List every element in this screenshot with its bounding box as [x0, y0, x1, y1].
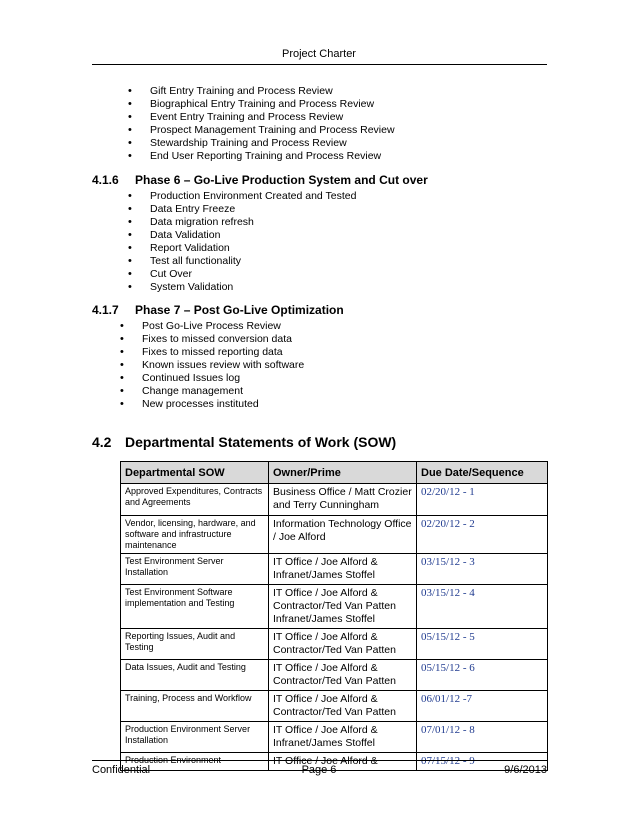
table-cell: IT Office / Joe Alford & Infranet/James Stoffel: [269, 722, 417, 753]
table-row: [121, 722, 548, 753]
section-4-1-7-heading: [92, 303, 344, 317]
table-cell: IT Office / Joe Alford & Contractor/Ted Van Patten: [269, 691, 417, 722]
table-cell: Vendor, licensing, hardware, and software and infrastructure maintenance: [121, 516, 269, 554]
section-title: Phase 7 – Post Go-Live Optimization: [135, 303, 344, 317]
footer-date: 9/6/2013: [504, 764, 547, 776]
section-4-1-6-heading: [92, 173, 428, 187]
table-cell: 02/20/12 - 1: [417, 484, 548, 516]
table-row: [121, 484, 548, 516]
list-item: • Post Go-Live Process Review: [120, 320, 304, 333]
table-row: [121, 516, 548, 554]
table-cell: 03/15/12 - 3: [417, 554, 548, 585]
footer-confidential: Confidential: [92, 764, 151, 776]
section-title: Departmental Statements of Work (SOW): [125, 434, 397, 450]
table-cell: Reporting Issues, Audit and Testing: [121, 629, 269, 660]
list-item: • Data Entry Freeze: [128, 203, 356, 216]
section-4-2-heading: [92, 434, 396, 450]
list-item: • Biographical Entry Training and Process Review: [128, 98, 395, 111]
list-item: • Prospect Management Training and Process Review: [128, 124, 395, 137]
column-header: Owner/Prime: [269, 462, 417, 484]
footer-page-number: Page 6: [301, 764, 337, 776]
table-cell: IT Office / Joe Alford & Contractor/Ted Van Patten Infranet/James Stoffel: [269, 585, 417, 629]
table-cell: Production Environment: [121, 753, 269, 771]
list-item: • Known issues review with software: [120, 359, 304, 372]
sow-table: [120, 461, 548, 771]
training-list: [128, 85, 395, 163]
list-item: • Data migration refresh: [128, 216, 356, 229]
table-cell: Approved Expenditures, Contracts and Agreements: [121, 484, 269, 516]
list-item: • Continued Issues log: [120, 372, 304, 385]
section-title: Phase 6 – Go-Live Production System and Cut over: [135, 173, 428, 187]
list-item: • Change management: [120, 385, 304, 398]
list-item: • Fixes to missed reporting data: [120, 346, 304, 359]
table-cell: Test Environment Software implementation and Testing: [121, 585, 269, 629]
header-rule: [92, 64, 547, 65]
list-item: • System Validation: [128, 281, 356, 294]
table-cell: 06/01/12 -7: [417, 691, 548, 722]
table-cell: IT Office / Joe Alford & Contractor/Ted Van Patten: [269, 629, 417, 660]
table-cell: IT Office / Joe Alford &: [269, 753, 417, 771]
page-header-title: Project Charter: [282, 48, 356, 60]
list-item: • Test all functionality: [128, 255, 356, 268]
table-cell: Business Office / Matt Crozier and Terry Cunningham: [269, 484, 417, 516]
footer-rule: [92, 760, 547, 761]
list-item: • Stewardship Training and Process Review: [128, 137, 395, 150]
table-header-row: [121, 462, 548, 484]
column-header: Departmental SOW: [121, 462, 269, 484]
table-cell: IT Office / Joe Alford & Infranet/James Stoffel: [269, 554, 417, 585]
table-cell: Data Issues, Audit and Testing: [121, 660, 269, 691]
table-cell: 05/15/12 - 6: [417, 660, 548, 691]
section-number: 4.1.6: [92, 173, 119, 187]
table-row: [121, 660, 548, 691]
section-number: 4.2: [92, 434, 112, 450]
table-cell: 07/01/12 - 8: [417, 722, 548, 753]
table-cell: 05/15/12 - 5: [417, 629, 548, 660]
list-item: • Report Validation: [128, 242, 356, 255]
table-cell: Training, Process and Workflow: [121, 691, 269, 722]
table-cell: 07/15/12 - 9: [417, 753, 548, 771]
table-cell: 03/15/12 - 4: [417, 585, 548, 629]
list-item: • New processes instituted: [120, 398, 304, 411]
list-item: • End User Reporting Training and Process Review: [128, 150, 395, 163]
list-item: • Event Entry Training and Process Review: [128, 111, 395, 124]
list-item: • Cut Over: [128, 268, 356, 281]
optimization-list: [120, 320, 304, 411]
table-cell: 02/20/12 - 2: [417, 516, 548, 554]
list-item: • Data Validation: [128, 229, 356, 242]
go-live-list: [128, 190, 356, 294]
table-row: [121, 629, 548, 660]
table-cell: IT Office / Joe Alford & Contractor/Ted Van Patten: [269, 660, 417, 691]
list-item: • Fixes to missed conversion data: [120, 333, 304, 346]
table-cell: Information Technology Office / Joe Alford: [269, 516, 417, 554]
table-row: [121, 554, 548, 585]
table-cell: Test Environment Server Installation: [121, 554, 269, 585]
list-item: • Gift Entry Training and Process Review: [128, 85, 395, 98]
table-row: [121, 691, 548, 722]
list-item: • Production Environment Created and Tested: [128, 190, 356, 203]
section-number: 4.1.7: [92, 303, 119, 317]
table-cell: Production Environment Server Installation: [121, 722, 269, 753]
column-header: Due Date/Sequence: [417, 462, 548, 484]
table-row: [121, 585, 548, 629]
